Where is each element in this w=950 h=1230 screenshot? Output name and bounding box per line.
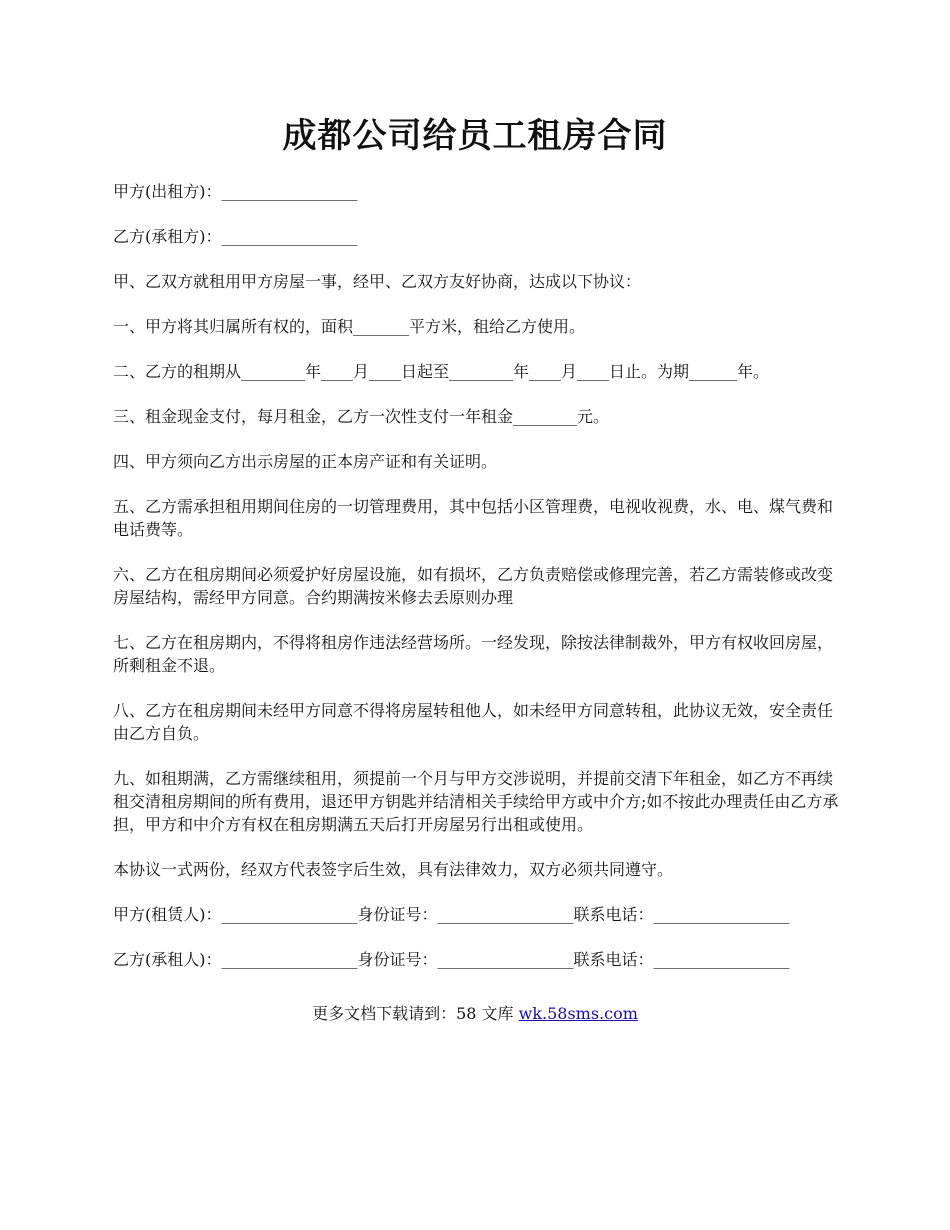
clause-5: 五、乙方需承担租用期间住房的一切管理费用，其中包括小区管理费，电视收视费，水、电、煤气费和电话费等。 [113,497,834,539]
clause-3: 三、租金现金支付，每月租金，乙方一次性支付一年租金________元。 [113,407,610,426]
signature-lessee: 乙方(承租人)：_________________身份证号：_________________联系电话：_________________ [113,950,790,969]
footer-prefix: 更多文档下载请到：58 文库 [312,1004,519,1023]
signature-lessor: 甲方(租赁人)：_________________身份证号：_________________联系电话：_________________ [113,905,790,924]
clause-2: 二、乙方的租期从________年____月____日起至________年____月____日止。为期______年。 [113,362,770,381]
document-title: 成都公司给员工租房合同 [282,116,668,156]
clause-6: 六、乙方在租房期间必须爱护好房屋设施，如有损坏，乙方负责赔偿或修理完善，若乙方需装修或改变房屋结构，需经甲方同意。合约期满按米修去丢原则办理 [113,565,834,607]
clause-1: 一、甲方将其归属所有权的，面积_______平方米，租给乙方使用。 [113,317,586,336]
clause-4: 四、甲方须向乙方出示房屋的正本房产证和有关证明。 [113,452,498,471]
clause-9: 九、如租期满，乙方需继续租用，须提前一个月与甲方交涉说明，并提前交清下年租金，如乙方不再续租交清租房期间的所有费用，退还甲方钥匙并结清相关手续给甲方或中介方;如不按此办理责任由乙方承担，甲方和中介方有权在租房期满五天后打开房屋另行出租或使用。 [113,769,839,834]
document-body [113,180,843,993]
clause-8: 八、乙方在租房期间未经甲方同意不得将房屋转租他人，如未经甲方同意转租，此协议无效，安全责任由乙方自负。 [113,701,834,743]
clause-lessor: 甲方(出租方)：_________________ [113,182,358,201]
download-footer [0,1002,950,1026]
clause-7: 七、乙方在租房期内，不得将租房作违法经营场所。一经发现，除按法律制裁外，甲方有权收回房屋，所剩租金不退。 [113,633,834,675]
clause-validity: 本协议一式两份，经双方代表签字后生效，具有法律效力，双方必须共同遵守。 [113,860,674,879]
clause-lessee: 乙方(承租方)：_________________ [113,227,358,246]
clause-intro: 甲、乙双方就租用甲方房屋一事，经甲、乙双方友好协商，达成以下协议： [113,272,642,291]
footer-link[interactable]: wk.58sms.com [518,1004,638,1023]
